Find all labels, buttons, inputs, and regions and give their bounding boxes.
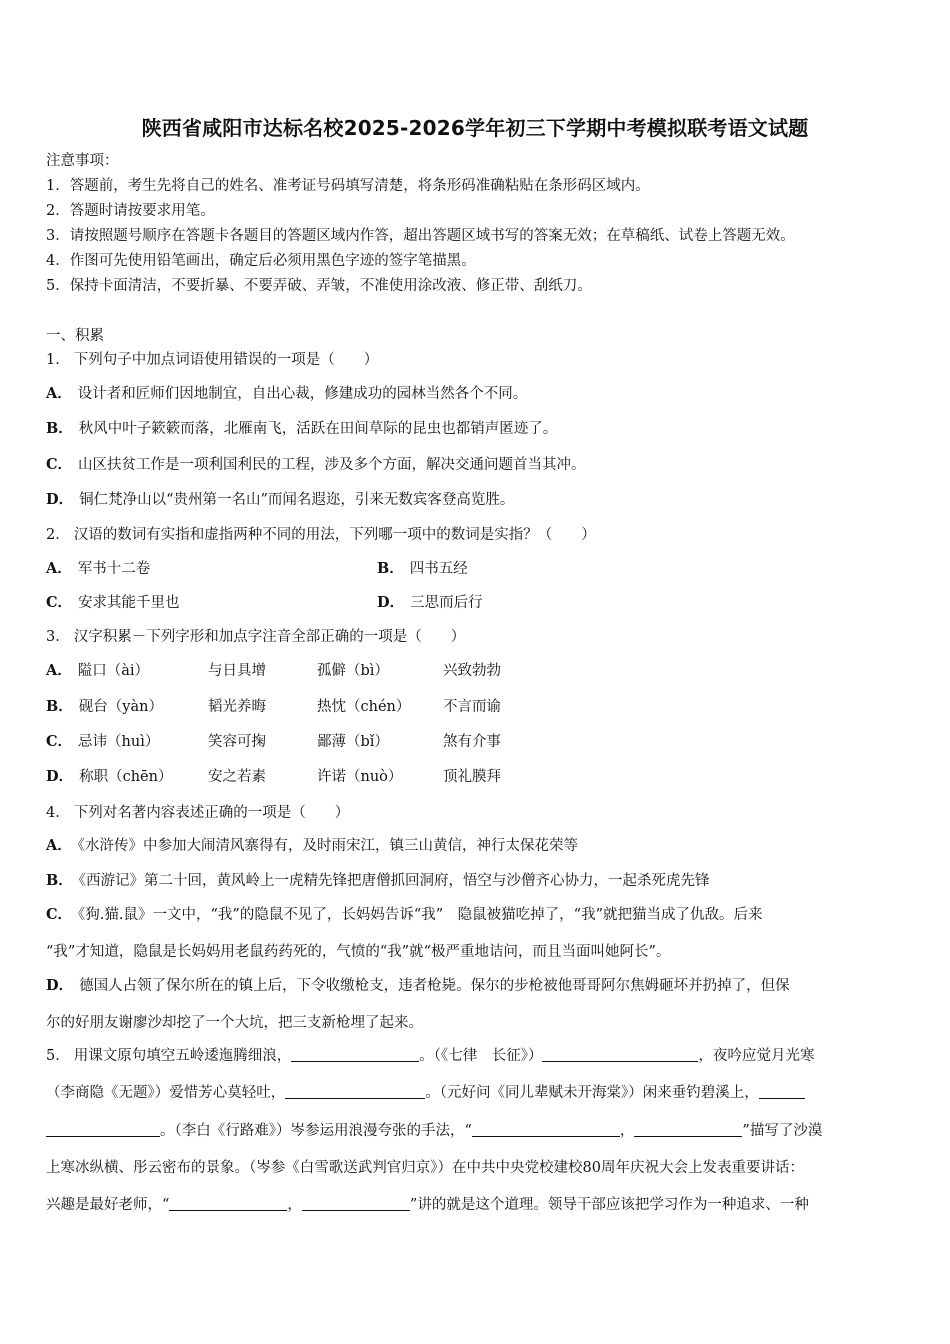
option-word: 鄙薄（bǐ）: [317, 734, 389, 750]
question-text: 兴趣是最好老师，“: [46, 1197, 170, 1213]
answer-blank[interactable]: [285, 1083, 425, 1099]
option-word: 孤僻（bì）: [317, 663, 389, 679]
question-text: 。（元好问《同儿辈赋未开海棠》）闲来垂钓碧溪上，: [425, 1085, 759, 1101]
question-4-option-c: [46, 905, 763, 925]
option-letter: C．: [46, 456, 73, 473]
question-3-option-a-letter: [46, 661, 149, 681]
option-letter: D．: [46, 768, 74, 785]
notice-heading: 注意事项：: [46, 153, 119, 169]
option-text-continued: “我”才知道，隐鼠是长妈妈用老鼠药药死的，气愤的“我”就“极严重地诘问，而且当面叫她阿长”。: [46, 944, 671, 960]
question-2-option-d: [377, 593, 483, 613]
question-2-option-a: [46, 559, 150, 579]
question-4-stem: [46, 803, 349, 823]
question-1-option-c: [46, 455, 586, 475]
question-3-option-b-letter: [46, 697, 163, 717]
option-letter: C．: [46, 906, 73, 923]
option-letter: C．: [46, 733, 73, 750]
question-number: 1．: [46, 352, 70, 368]
question-3-option-c-letter: [46, 732, 159, 752]
question-text: （李商隐《无题》）爱惜芳心莫轻吐，: [46, 1085, 286, 1101]
option-word: 隘口（ài）: [77, 663, 150, 679]
option-word: 煞有介事: [443, 734, 501, 750]
option-text: 四书五经: [409, 561, 468, 577]
question-1-option-a: [46, 384, 527, 404]
option-word: 不言而谕: [443, 699, 501, 715]
question-1-option-b: [46, 419, 557, 439]
option-letter: A．: [46, 837, 72, 854]
question-number: 4．: [46, 805, 70, 821]
option-text-continued: 尔的好朋友谢廖沙却挖了一个大坑，把三支新枪埋了起来。: [46, 1015, 423, 1031]
question-5-line-3: [46, 1121, 822, 1141]
option-word: 兴致勃勃: [443, 663, 501, 679]
question-text: 。（《七律 长征》）: [419, 1048, 543, 1064]
question-4-option-d: [46, 976, 790, 996]
question-4-option-a: [46, 836, 578, 856]
question-5-line-1: [46, 1046, 814, 1066]
question-text: 汉语的数词有实指和虚指两种不同的用法，下列哪一项中的数词是实指？（ ）: [73, 527, 596, 543]
question-text: 。（李白《行路难》）岑参运用浪漫夸张的手法，“: [160, 1123, 472, 1139]
option-letter: B．: [46, 872, 73, 889]
answer-blank[interactable]: [634, 1121, 742, 1137]
option-letter: A．: [46, 385, 72, 402]
answer-blank[interactable]: [169, 1195, 287, 1211]
notice-item: 4．作图可先使用铅笔画出，确定后必须用黑色字迹的签字笔描黑。: [46, 253, 476, 269]
option-text: 安求其能千里也: [78, 595, 180, 611]
option-letter: C．: [46, 594, 73, 611]
option-text: 三思而后行: [410, 595, 483, 611]
notice-item: 5．保持卡面清洁，不要折暴、不要弄破、弄皱，不准使用涂改液、修正带、刮纸刀。: [46, 278, 592, 294]
question-4-option-b: [46, 871, 710, 891]
question-1-stem: [46, 350, 378, 370]
option-text: 《狗.猫.鼠》一文中，“我”的隐鼠不见了，长妈妈告诉“我” 隐鼠被猫吃掉了，“我”就把猫当成了仇敌。后来: [78, 907, 763, 923]
option-letter: A．: [46, 662, 72, 679]
question-3-stem: [46, 627, 465, 647]
option-word: 称职（chēn）: [79, 769, 173, 785]
answer-blank[interactable]: [46, 1121, 160, 1137]
option-word: 许诺（nuò）: [317, 769, 403, 785]
section-heading: 一、积累: [46, 328, 104, 344]
question-5-line-5: [46, 1195, 809, 1215]
notice-item: 3．请按照题号顺序在答题卡各题目的答题区域内作答，超出答题区域书写的答案无效；在草稿纸、试卷上答题无效。: [46, 228, 795, 244]
option-text: 设计者和匠师们因地制宜，自出心裁，修建成功的园林当然各个不同。: [77, 386, 528, 402]
option-word: 砚台（yàn）: [78, 699, 163, 715]
option-word: 顶礼膜拜: [443, 769, 501, 785]
option-text: 铜仁梵净山以“贵州第一名山”而闻名遐迩，引来无数宾客登高览胜。: [79, 492, 515, 508]
option-text: 军书十二卷: [77, 561, 151, 577]
question-number: 2．: [46, 527, 70, 543]
option-word: 热忱（chén）: [317, 699, 411, 715]
option-word: 忌讳（huì）: [78, 734, 160, 750]
answer-blank[interactable]: [472, 1121, 620, 1137]
option-letter: B．: [377, 560, 404, 577]
option-text: 《西游记》第二十回，黄风岭上一虎精先锋把唐僧抓回洞府，悟空与沙僧齐心协力，一起杀死虎先锋: [78, 873, 710, 889]
question-text: 下列句子中加点词语使用错误的一项是（ ）: [73, 352, 379, 368]
answer-blank[interactable]: [542, 1046, 698, 1062]
notice-item: 1．答题前，考生先将自己的姓名、准考证号码填写清楚，将条形码准确粘贴在条形码区域内。: [46, 178, 650, 194]
question-text: ，: [287, 1197, 302, 1213]
option-text: 德国人占领了保尔所在的镇上后，下令收缴枪支，违者枪毙。保尔的步枪被他哥哥阿尔焦姆砸坏并扔掉了，但保: [79, 978, 790, 994]
question-5-line-4: 上寒冰纵横、彤云密布的景象。（岑参《白雪歌送武判官归京》）在中共中央党校建校80周年庆祝大会上发表重要讲话：: [46, 1160, 804, 1176]
question-2-option-c: [46, 593, 180, 613]
answer-blank[interactable]: [291, 1046, 419, 1062]
question-text: 下列对名著内容表述正确的一项是（ ）: [73, 805, 350, 821]
question-1-option-d: [46, 490, 514, 510]
exam-title: 陕西省咸阳市达标名校2025-2026学年初三下学期中考模拟联考语文试题: [141, 116, 809, 140]
option-text: 秋风中叶子簌簌而落，北雁南飞，活跃在田间草际的昆虫也都销声匿迹了。: [78, 421, 558, 437]
option-text: 《水浒传》中参加大闹清风寨得有，及时雨宋江，镇三山黄信，神行太保花荣等: [77, 838, 579, 854]
option-letter: A．: [46, 560, 72, 577]
question-text: 汉字积累－下列字形和加点字注音全部正确的一项是（ ）: [73, 629, 466, 645]
option-letter: B．: [46, 698, 73, 715]
answer-blank[interactable]: [759, 1083, 805, 1099]
question-text: ，: [619, 1123, 635, 1139]
option-word: 韬光养晦: [208, 699, 266, 715]
option-word: 安之若素: [208, 769, 266, 785]
option-letter: D．: [46, 977, 74, 994]
question-text: 用课文原句填空五岭逶迤腾细浪，: [73, 1048, 292, 1064]
question-number: 3．: [46, 629, 70, 645]
question-text: ，夜吟应觉月光寒: [698, 1048, 815, 1064]
question-2-stem: [46, 525, 596, 545]
answer-blank[interactable]: [302, 1195, 410, 1211]
question-2-option-b: [377, 559, 468, 579]
notice-item: 2．答题时请按要求用笔。: [46, 203, 215, 219]
question-3-option-d-letter: [46, 767, 172, 787]
option-letter: D．: [377, 594, 405, 611]
option-word: 笑容可掬: [208, 734, 266, 750]
question-text: ”讲的就是这个道理。领导干部应该把学习作为一种追求、一种: [409, 1197, 809, 1213]
option-letter: B．: [46, 420, 73, 437]
question-text: ”描写了沙漠: [742, 1123, 823, 1139]
option-word: 与日具增: [208, 663, 266, 679]
option-text: 山区扶贫工作是一项利国利民的工程，涉及多个方面，解决交通问题首当其冲。: [78, 457, 586, 473]
option-letter: D．: [46, 491, 74, 508]
question-number: 5．: [46, 1048, 70, 1064]
question-5-line-2: [46, 1083, 805, 1103]
